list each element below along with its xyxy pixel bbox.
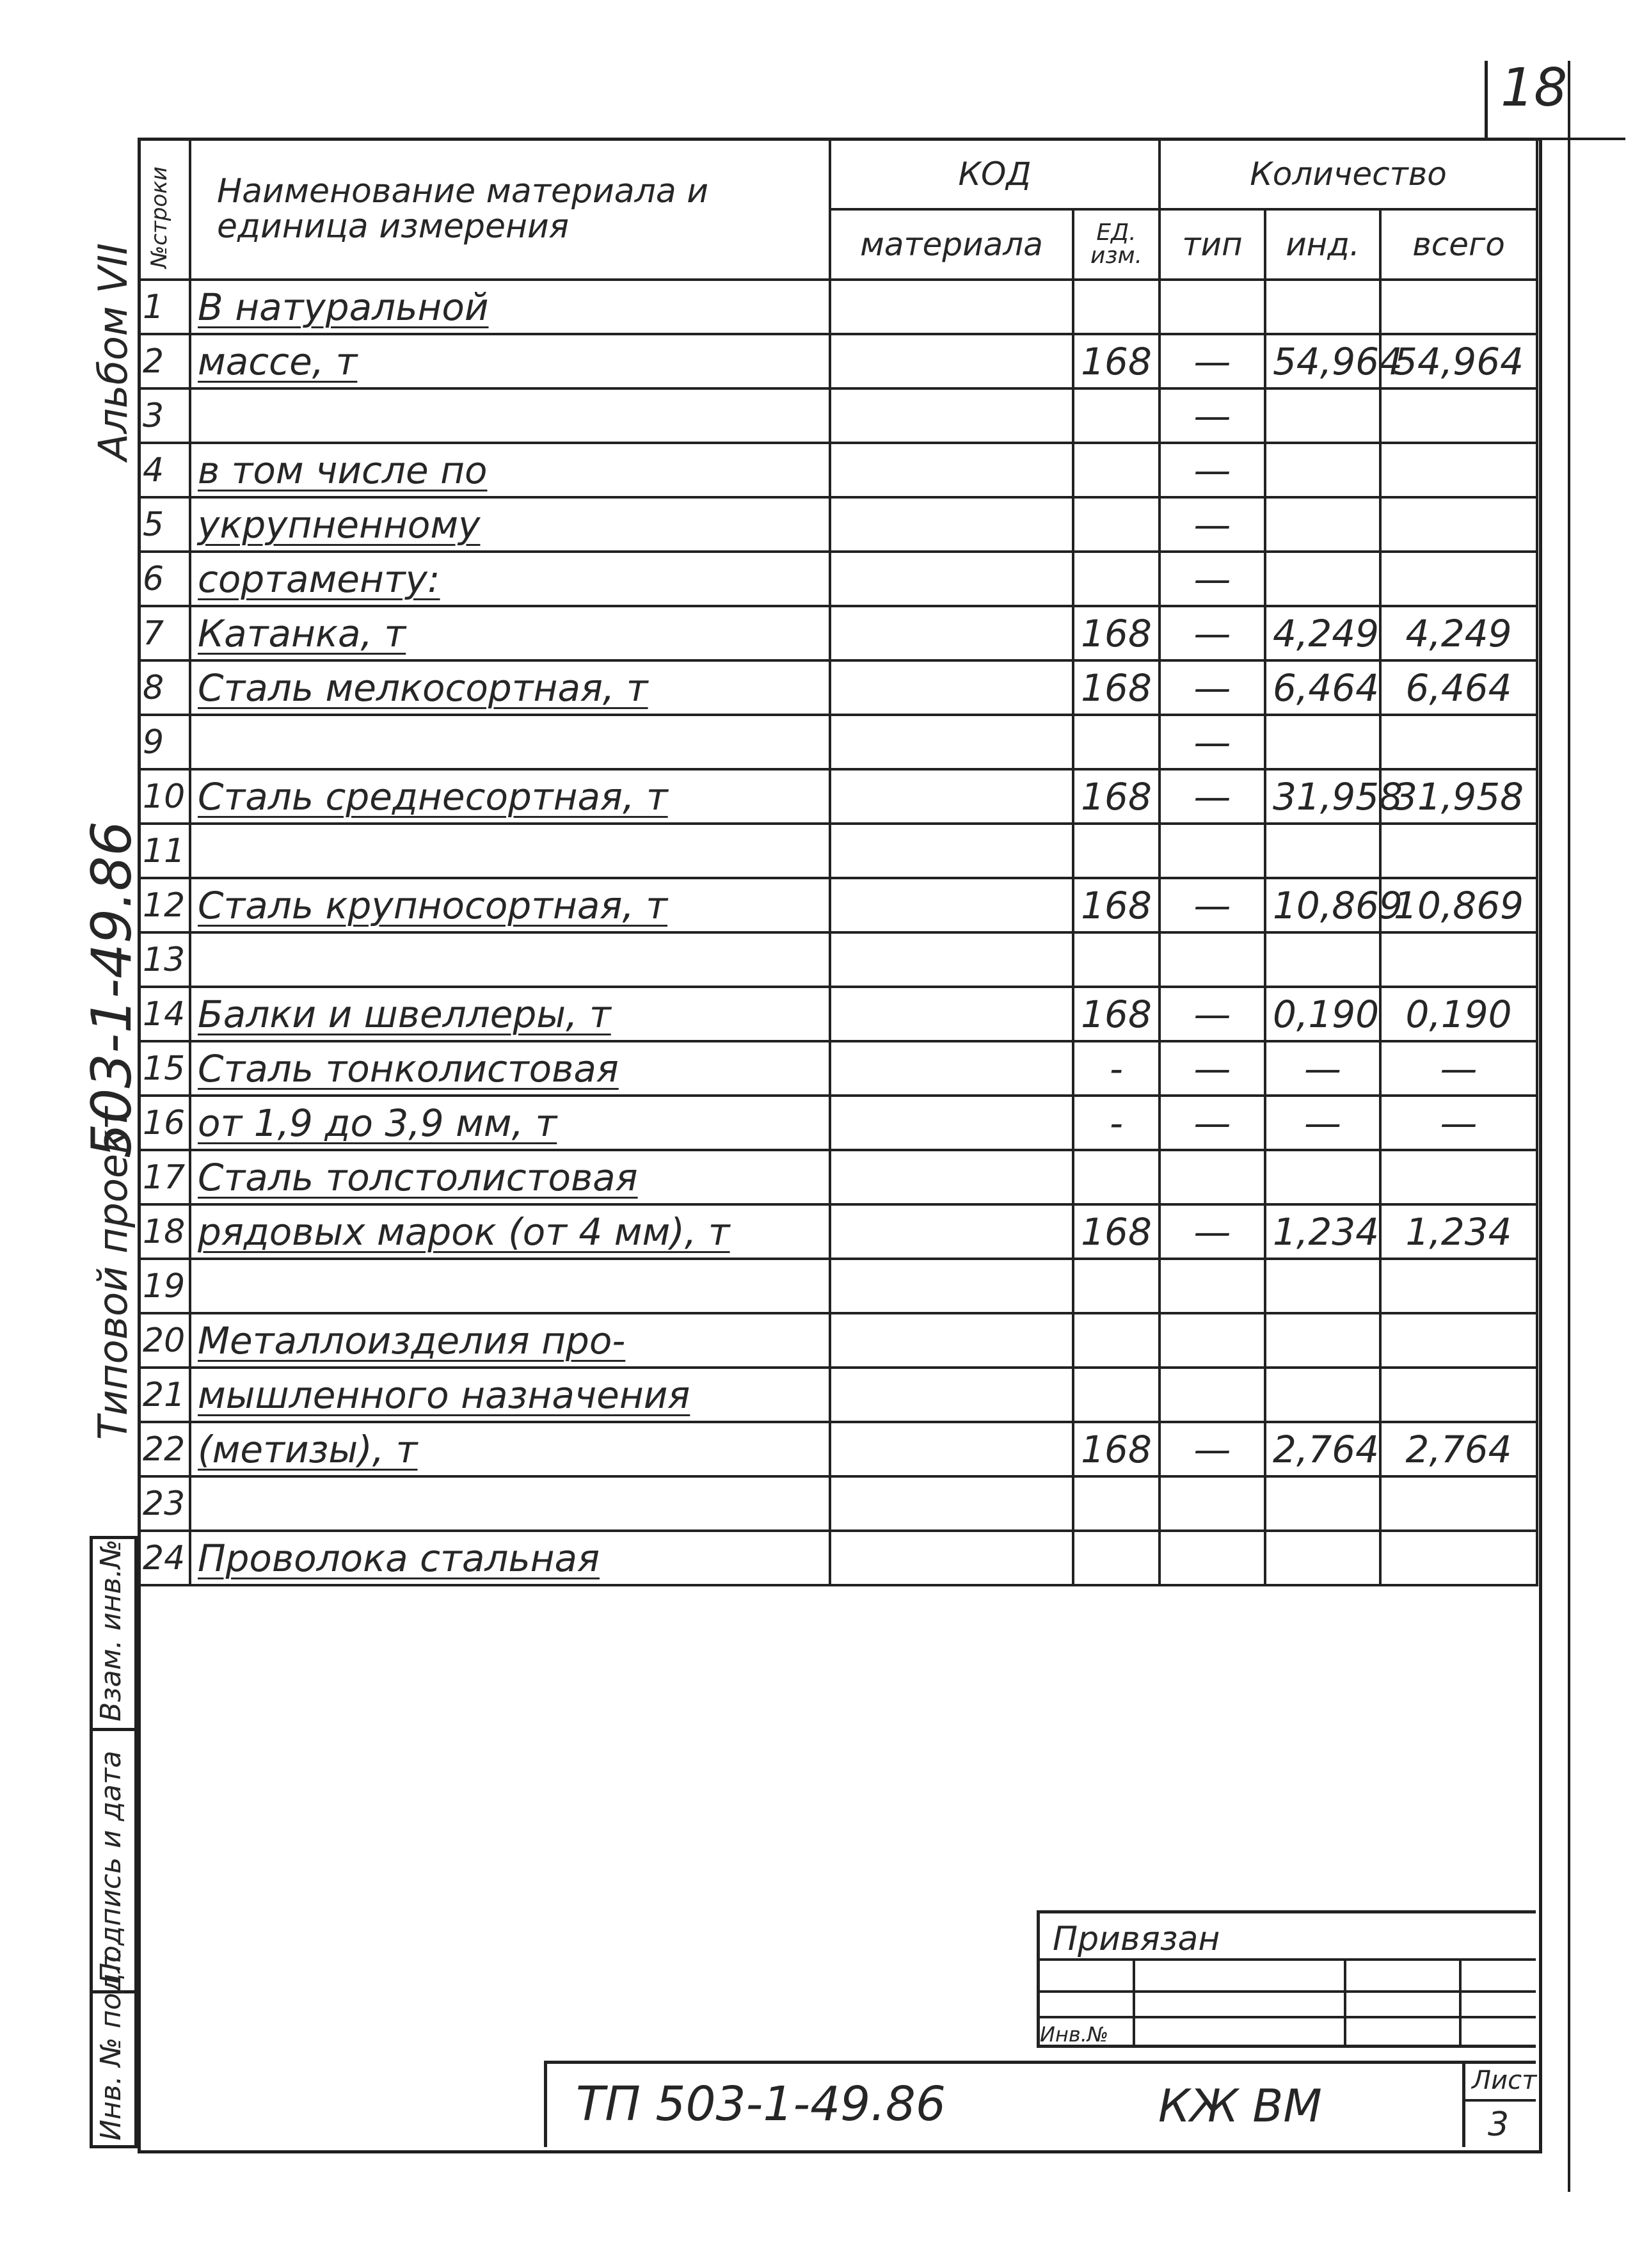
unit-code: 168 [1073, 334, 1160, 388]
vzam-inv-label: Взам. инв.№ [95, 1539, 127, 1721]
project-label: Типовой проект [90, 1106, 136, 1440]
list-cell-divider [1462, 2099, 1536, 2102]
material-name [190, 715, 830, 769]
stamp-col-line-1 [1133, 1958, 1135, 2045]
qty-vsego [1380, 1150, 1537, 1204]
qty-vsego: 0,190 [1380, 987, 1537, 1041]
qty-vsego [1380, 497, 1537, 552]
qty-tip: — [1160, 878, 1265, 932]
table-row [139, 878, 1537, 932]
qty-ind: 4,249 [1265, 606, 1380, 660]
unit-code: - [1073, 1041, 1160, 1096]
material-name [190, 1259, 830, 1313]
row-number: 10 [139, 769, 190, 824]
row-number: 8 [139, 660, 190, 715]
qty-ind: 54,964 [1265, 334, 1380, 388]
material-name: в том числе по [190, 443, 830, 497]
qty-ind: 1,234 [1265, 1204, 1380, 1259]
qty-vsego: 54,964 [1380, 334, 1537, 388]
unit-code: 168 [1073, 1422, 1160, 1476]
material-code [830, 1313, 1073, 1368]
left-stamp-div1 [90, 1728, 138, 1731]
qty-vsego [1380, 1531, 1537, 1585]
material-code [830, 1476, 1073, 1531]
row-number: 9 [139, 715, 190, 769]
table-row [139, 334, 1537, 388]
unit-code [1073, 443, 1160, 497]
qty-tip [1160, 1368, 1265, 1422]
left-stamp-bottom [90, 2145, 138, 2148]
material-code [830, 388, 1073, 443]
row-number: 22 [139, 1422, 190, 1476]
qty-tip: — [1160, 987, 1265, 1041]
qty-vsego [1380, 280, 1537, 334]
material-code [830, 660, 1073, 715]
material-code [830, 1041, 1073, 1096]
qty-ind [1265, 1150, 1380, 1204]
qty-tip: — [1160, 1041, 1265, 1096]
row-number: 7 [139, 606, 190, 660]
qty-ind: — [1265, 1096, 1380, 1150]
unit-code [1073, 1150, 1160, 1204]
material-code [830, 606, 1073, 660]
row-number: 13 [139, 932, 190, 987]
material-name: сортаменту: [190, 552, 830, 606]
table-row [139, 606, 1537, 660]
stamp-col-line-3 [1459, 1958, 1462, 2045]
unit-code [1073, 824, 1160, 878]
doc-mark: КЖ ВМ [1158, 2080, 1322, 2132]
header-kod-unit: ЕД. изм. [1073, 209, 1160, 280]
qty-tip [1160, 280, 1265, 334]
qty-vsego [1380, 552, 1537, 606]
table-row [139, 1531, 1537, 1585]
qty-ind [1265, 388, 1380, 443]
material-code [830, 443, 1073, 497]
material-name: Сталь среднесортная, т [190, 769, 830, 824]
qty-tip: — [1160, 552, 1265, 606]
qty-ind [1265, 280, 1380, 334]
material-name: Сталь толстолистовая [190, 1150, 830, 1204]
stamp-col-line-2 [1344, 1958, 1346, 2045]
qty-ind [1265, 1368, 1380, 1422]
qty-ind [1265, 1476, 1380, 1531]
header-ind: инд. [1265, 209, 1380, 280]
material-name: Металлоизделия про- [190, 1313, 830, 1368]
material-code [830, 932, 1073, 987]
material-name: В натуральной [190, 280, 830, 334]
material-code [830, 769, 1073, 824]
qty-vsego [1380, 1259, 1537, 1313]
qty-vsego: — [1380, 1041, 1537, 1096]
project-code: 503-1-49.86 [80, 820, 144, 1158]
qty-vsego [1380, 715, 1537, 769]
qty-ind: 0,190 [1265, 987, 1380, 1041]
material-name: Сталь крупносортная, т [190, 878, 830, 932]
material-name: Балки и швеллеры, т [190, 987, 830, 1041]
qty-ind [1265, 1313, 1380, 1368]
table-row [139, 1150, 1537, 1204]
row-number: 3 [139, 388, 190, 443]
row-number: 21 [139, 1368, 190, 1422]
qty-vsego: 31,958 [1380, 769, 1537, 824]
table-row [139, 824, 1537, 878]
qty-vsego: 1,234 [1380, 1204, 1537, 1259]
qty-vsego [1380, 1368, 1537, 1422]
table-row [139, 660, 1537, 715]
qty-ind [1265, 1531, 1380, 1585]
qty-ind: 2,764 [1265, 1422, 1380, 1476]
material-code [830, 878, 1073, 932]
qty-vsego: 2,764 [1380, 1422, 1537, 1476]
material-code [830, 1204, 1073, 1259]
material-code [830, 497, 1073, 552]
unit-code [1073, 1531, 1160, 1585]
table-row [139, 715, 1537, 769]
title-stamp-top [544, 2061, 1536, 2064]
material-name [190, 388, 830, 443]
unit-code: - [1073, 1096, 1160, 1150]
qty-tip [1160, 1259, 1265, 1313]
qty-ind [1265, 932, 1380, 987]
unit-code [1073, 1368, 1160, 1422]
unit-code: 168 [1073, 878, 1160, 932]
material-code [830, 1096, 1073, 1150]
row-number: 2 [139, 334, 190, 388]
material-name: мышленного назначения [190, 1368, 830, 1422]
right-edge-line [1568, 61, 1570, 2192]
doc-code: ТП 503-1-49.86 [576, 2077, 946, 2132]
table-header-row [139, 139, 1537, 209]
row-number: 14 [139, 987, 190, 1041]
unit-code: 168 [1073, 1204, 1160, 1259]
qty-vsego [1380, 932, 1537, 987]
material-code [830, 1531, 1073, 1585]
qty-tip [1160, 1150, 1265, 1204]
qty-tip [1160, 1313, 1265, 1368]
table-row [139, 1476, 1537, 1531]
qty-ind: 10,869 [1265, 878, 1380, 932]
header-name: Наименование материала и единица измерения [190, 139, 830, 280]
row-number: 11 [139, 824, 190, 878]
row-number: 19 [139, 1259, 190, 1313]
material-code [830, 334, 1073, 388]
material-name [190, 824, 830, 878]
privyazan-label: Привязан [1053, 1920, 1220, 1958]
unit-code: 168 [1073, 769, 1160, 824]
header-vsego: всего [1380, 209, 1537, 280]
row-number: 20 [139, 1313, 190, 1368]
row-number: 12 [139, 878, 190, 932]
material-name: (метизы), т [190, 1422, 830, 1476]
qty-ind: 31,958 [1265, 769, 1380, 824]
qty-vsego [1380, 1313, 1537, 1368]
qty-ind [1265, 1259, 1380, 1313]
header-row-number [139, 139, 190, 280]
qty-vsego: 4,249 [1380, 606, 1537, 660]
stamp-top-border [1037, 1910, 1536, 1913]
material-name: рядовых марок (от 4 мм), т [190, 1204, 830, 1259]
title-stamp-left [544, 2061, 547, 2147]
material-code [830, 1259, 1073, 1313]
material-name: Сталь мелкосортная, т [190, 660, 830, 715]
material-code [830, 1150, 1073, 1204]
qty-tip: — [1160, 660, 1265, 715]
table-row [139, 1368, 1537, 1422]
row-number: 17 [139, 1150, 190, 1204]
table-row [139, 1259, 1537, 1313]
material-code [830, 824, 1073, 878]
row-number: 15 [139, 1041, 190, 1096]
table-row [139, 552, 1537, 606]
material-name: Катанка, т [190, 606, 830, 660]
left-stamp-inner [134, 1536, 138, 2147]
material-code [830, 280, 1073, 334]
qty-vsego: 6,464 [1380, 660, 1537, 715]
qty-tip: — [1160, 1096, 1265, 1150]
table-row [139, 932, 1537, 987]
qty-vsego: — [1380, 1096, 1537, 1150]
qty-ind [1265, 443, 1380, 497]
table-row [139, 769, 1537, 824]
table-row [139, 497, 1537, 552]
qty-tip [1160, 1476, 1265, 1531]
qty-tip [1160, 824, 1265, 878]
list-cell-left [1462, 2061, 1465, 2147]
qty-vsego [1380, 824, 1537, 878]
unit-code: 168 [1073, 987, 1160, 1041]
qty-tip: — [1160, 715, 1265, 769]
material-name [190, 932, 830, 987]
unit-code: 168 [1073, 606, 1160, 660]
header-row-number-text: №строки [147, 166, 172, 268]
qty-vsego [1380, 1476, 1537, 1531]
unit-code [1073, 715, 1160, 769]
row-number: 5 [139, 497, 190, 552]
sheet-number-divider [1485, 61, 1488, 141]
qty-ind: 6,464 [1265, 660, 1380, 715]
qty-ind [1265, 552, 1380, 606]
top-edge-line [1536, 138, 1625, 140]
material-code [830, 552, 1073, 606]
header-kolichestvo: Количество [1160, 139, 1537, 209]
row-number: 6 [139, 552, 190, 606]
row-number: 18 [139, 1204, 190, 1259]
inv-no-label: Инв.№ [1040, 2022, 1109, 2047]
header-tip: тип [1160, 209, 1265, 280]
unit-code [1073, 1476, 1160, 1531]
table-row [139, 388, 1537, 443]
table-body [139, 280, 1537, 1585]
qty-tip: — [1160, 388, 1265, 443]
unit-code: 168 [1073, 660, 1160, 715]
material-code [830, 715, 1073, 769]
material-name: массе, т [190, 334, 830, 388]
qty-tip: — [1160, 769, 1265, 824]
qty-vsego: 10,869 [1380, 878, 1537, 932]
unit-code [1073, 1259, 1160, 1313]
qty-tip [1160, 932, 1265, 987]
unit-code [1073, 932, 1160, 987]
podpis-data-label: Подпись и дата [95, 1750, 127, 1984]
material-name: от 1,9 до 3,9 мм, т [190, 1096, 830, 1150]
material-name [190, 1476, 830, 1531]
qty-tip: — [1160, 443, 1265, 497]
table-row [139, 1041, 1537, 1096]
table-row [139, 443, 1537, 497]
row-number: 23 [139, 1476, 190, 1531]
unit-code [1073, 497, 1160, 552]
left-stamp-outer [90, 1536, 93, 2147]
stamp-inv-line [1037, 2045, 1536, 2048]
qty-vsego [1380, 388, 1537, 443]
qty-ind [1265, 497, 1380, 552]
material-name: Сталь тонколистовая [190, 1041, 830, 1096]
material-code [830, 1422, 1073, 1476]
qty-tip: — [1160, 334, 1265, 388]
sheet-number: 18 [1501, 58, 1568, 118]
qty-vsego [1380, 443, 1537, 497]
qty-ind [1265, 715, 1380, 769]
qty-tip: — [1160, 1422, 1265, 1476]
unit-code [1073, 388, 1160, 443]
qty-ind [1265, 824, 1380, 878]
qty-tip: — [1160, 606, 1265, 660]
material-name: Проволока стальная [190, 1531, 830, 1585]
table-row [139, 280, 1537, 334]
table-row [139, 987, 1537, 1041]
table-row [139, 1422, 1537, 1476]
qty-tip [1160, 1531, 1265, 1585]
material-code [830, 987, 1073, 1041]
qty-tip: — [1160, 1204, 1265, 1259]
list-number: 3 [1488, 2105, 1510, 2144]
unit-code [1073, 552, 1160, 606]
inv-podl-label: Инв. № подл. [95, 1946, 127, 2141]
row-number: 4 [139, 443, 190, 497]
table-row [139, 1313, 1537, 1368]
row-number: 24 [139, 1531, 190, 1585]
header-kod-material: материала [830, 209, 1073, 280]
table-row [139, 1204, 1537, 1259]
header-kod: КОД [830, 139, 1160, 209]
table-row [139, 1096, 1537, 1150]
material-code [830, 1368, 1073, 1422]
list-label: Лист [1472, 2066, 1537, 2095]
material-name: укрупненному [190, 497, 830, 552]
row-number: 16 [139, 1096, 190, 1150]
unit-code [1073, 280, 1160, 334]
album-label: Альбом VII [90, 243, 136, 461]
materials-table [138, 138, 1538, 1586]
qty-tip: — [1160, 497, 1265, 552]
qty-ind: — [1265, 1041, 1380, 1096]
row-number: 1 [139, 280, 190, 334]
unit-code [1073, 1313, 1160, 1368]
